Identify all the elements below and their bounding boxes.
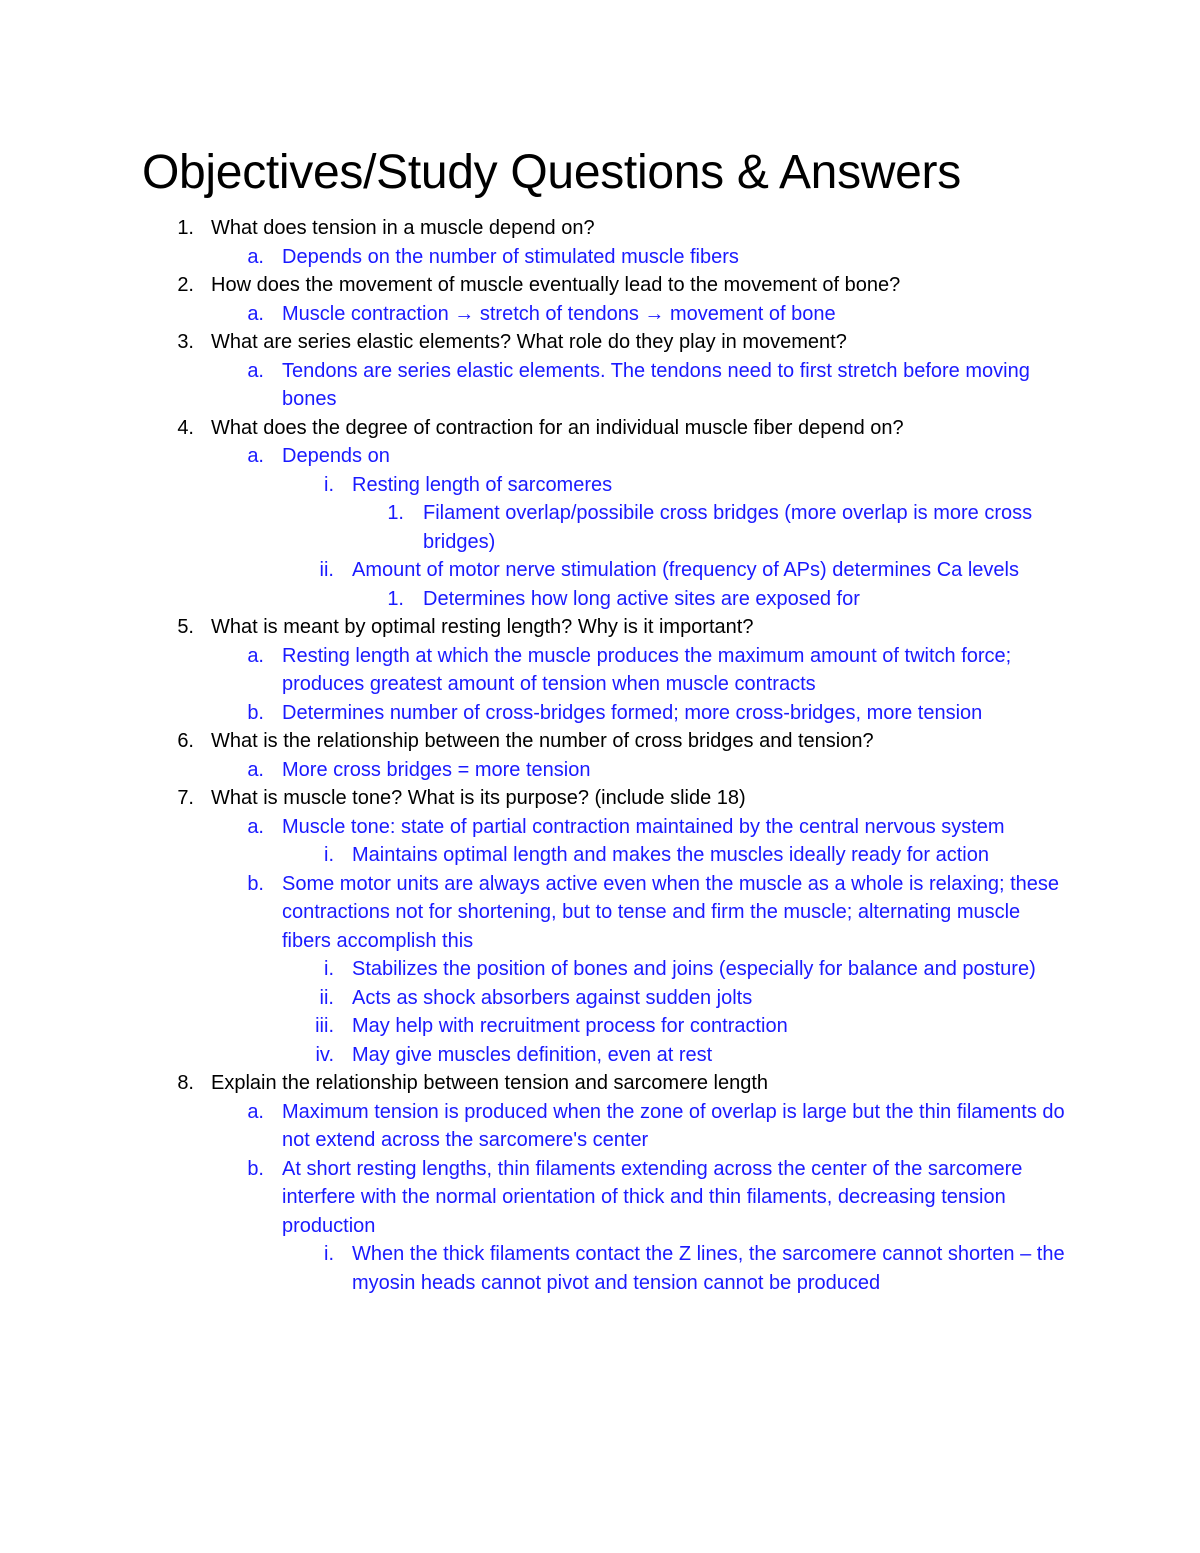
answer-item <box>0 585 1200 614</box>
question-item <box>0 784 1200 813</box>
question-item <box>0 1069 1200 1098</box>
answer-text: Muscle tone: state of partial contraction maintained by the central nervous system <box>282 815 1005 838</box>
list-marker: a. <box>247 1100 264 1123</box>
answer-text: Stabilizes the position of bones and joins (especially for balance and posture) <box>352 958 1036 980</box>
answer-item <box>0 813 1200 842</box>
answer-item <box>0 300 1200 329</box>
answer-item <box>0 955 1200 984</box>
question-text: What is meant by optimal resting length? Why is it important? <box>211 616 754 638</box>
answer-text: Depends on <box>282 445 390 467</box>
answer-text: More cross bridges = more tension <box>282 758 591 781</box>
answer-text: Maintains optimal length and makes the muscles ideally ready for action <box>352 844 989 866</box>
list-marker: b. <box>247 872 264 895</box>
answer-text: May help with recruitment process for contraction <box>352 1015 788 1037</box>
list-marker: 1. <box>387 587 404 610</box>
answer-text: May give muscles definition, even at rest <box>352 1043 713 1066</box>
list-marker: 5. <box>177 616 194 638</box>
list-marker: 7. <box>177 787 194 809</box>
list-marker: 4. <box>177 416 194 439</box>
question-text: Explain the relationship between tension and sarcomere length <box>211 1072 769 1094</box>
answer-item <box>0 471 1200 500</box>
question-text: What is the relationship between the number of cross bridges and tension? <box>211 730 874 752</box>
answer-item <box>0 699 1200 728</box>
answer-text: Depends on the number of stimulated muscle fibers <box>282 245 739 268</box>
answer-item <box>0 1240 1200 1297</box>
question-text: What does the degree of contraction for an individual muscle fiber depend on? <box>211 416 904 439</box>
answer-item <box>0 357 1200 414</box>
answer-text: Resting length of sarcomeres <box>352 473 613 496</box>
question-text: What does tension in a muscle depend on? <box>211 217 595 239</box>
question-text: How does the movement of muscle eventually lead to the movement of bone? <box>211 274 901 296</box>
question-item <box>0 613 1200 642</box>
answer-text: Maximum tension is produced when the zone of overlap is large but the thin filaments do not extend across the sarcomere's center <box>282 1100 1065 1151</box>
list-marker: a. <box>247 302 264 325</box>
answer-text: At short resting lengths, thin filaments extending across the center of the sarcomere interfere with the normal orientation of thick and thin filaments, decreasing tension production <box>282 1157 1023 1237</box>
answer-item <box>0 642 1200 699</box>
list-marker: 6. <box>177 730 194 752</box>
answer-item <box>0 1155 1200 1241</box>
question-item <box>0 414 1200 443</box>
answer-text: When the thick filaments contact the Z lines, the sarcomere cannot shorten – the myosin heads cannot pivot and tension cannot be produced <box>352 1243 1065 1294</box>
answer-item <box>0 841 1200 870</box>
answer-item <box>0 442 1200 471</box>
list-marker: i. <box>324 958 334 980</box>
list-marker: a. <box>247 445 264 467</box>
answer-text: Determines how long active sites are exposed for <box>423 587 860 610</box>
answer-text: Filament overlap/possibile cross bridges (more overlap is more cross bridges) <box>423 502 1033 553</box>
list-marker: a. <box>247 245 264 268</box>
page-title: Objectives/Study Questions & Answers <box>142 146 961 199</box>
list-marker: ii. <box>319 559 334 581</box>
answer-item <box>0 1041 1200 1070</box>
list-marker: 1. <box>177 217 194 239</box>
list-marker: 2. <box>177 274 194 296</box>
list-marker: 1. <box>387 502 404 524</box>
question-item <box>0 727 1200 756</box>
answer-item <box>0 556 1200 585</box>
list-marker: a. <box>247 359 264 382</box>
question-item <box>0 214 1200 243</box>
question-text: What is muscle tone? What is its purpose? (include slide 18) <box>211 787 746 809</box>
answer-item <box>0 870 1200 956</box>
list-marker: 3. <box>177 331 194 353</box>
list-marker: iii. <box>315 1015 334 1037</box>
answer-text: Resting length at which the muscle produces the maximum amount of twitch force; produces greatest amount of tension when muscle contracts <box>282 644 1012 695</box>
list-marker: a. <box>247 644 264 667</box>
question-item <box>0 328 1200 357</box>
answer-text: Tendons are series elastic elements. The tendons need to first stretch before moving bones <box>282 359 1030 410</box>
list-marker: i. <box>324 844 334 866</box>
answer-item <box>0 756 1200 785</box>
answer-text: Muscle contraction → stretch of tendons → movement of bone <box>282 302 836 325</box>
list-marker: b. <box>247 701 264 724</box>
answer-item <box>0 499 1200 556</box>
answer-text: Determines number of cross-bridges formed; more cross-bridges, more tension <box>282 701 983 724</box>
list-marker: i. <box>324 1243 334 1265</box>
answer-text: Acts as shock absorbers against sudden jolts <box>352 986 753 1009</box>
question-text: What are series elastic elements? What role do they play in movement? <box>211 331 847 353</box>
question-item <box>0 271 1200 300</box>
qa-list <box>0 214 1200 1297</box>
answer-item <box>0 243 1200 272</box>
list-marker: iv. <box>315 1043 334 1066</box>
list-marker: b. <box>247 1157 264 1180</box>
answer-item <box>0 1098 1200 1155</box>
list-marker: 8. <box>177 1072 194 1094</box>
list-marker: a. <box>247 758 264 781</box>
list-marker: i. <box>324 473 334 496</box>
answer-text: Amount of motor nerve stimulation (frequency of APs) determines Ca levels <box>352 559 1019 581</box>
answer-item <box>0 1012 1200 1041</box>
answer-text: Some motor units are always active even when the muscle as a whole is relaxing; these contractions not for shortening, but to tense and firm the muscle; alternating muscle fibers accomplish this <box>282 872 1060 952</box>
list-marker: a. <box>247 815 264 838</box>
answer-item <box>0 984 1200 1013</box>
list-marker: ii. <box>319 986 334 1009</box>
